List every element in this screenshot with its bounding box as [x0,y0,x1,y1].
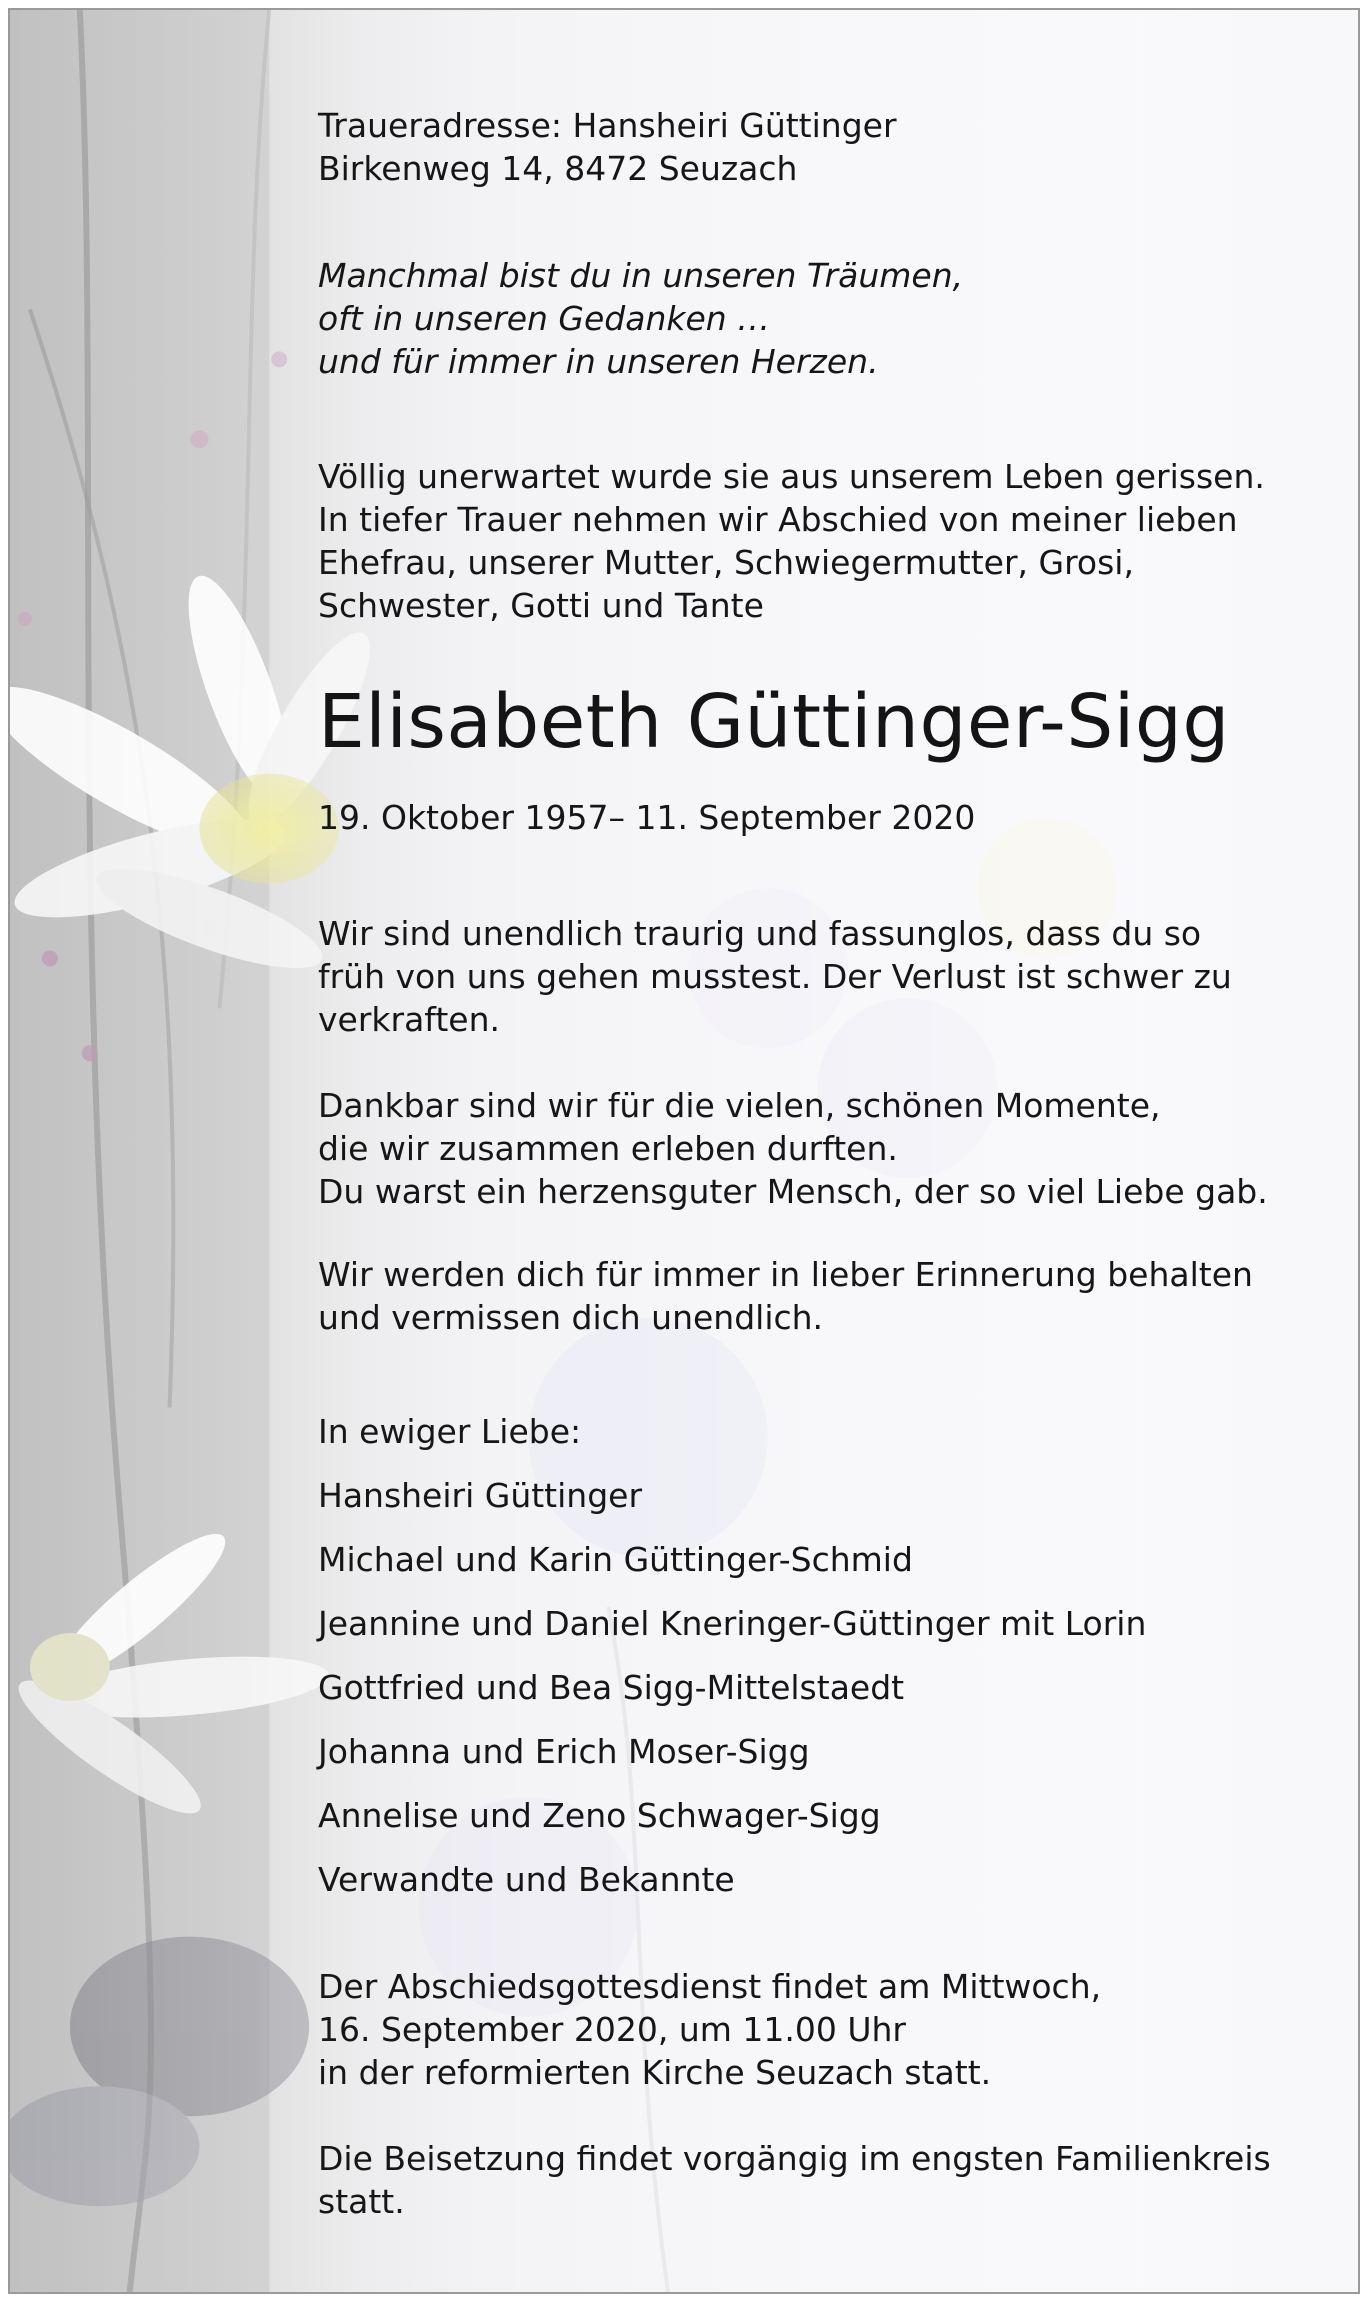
mourners-list [318,1410,1328,1922]
gratitude-line: Dankbar sind wir für die vielen, schönen Momente, [318,1086,1161,1125]
mourning-address [318,104,1328,190]
service-line: in der reformierten Kirche Seuzach statt. [318,2053,992,2092]
mourner-name: Jeannine und Daniel Kneringer-Güttinger mit Lorin [318,1604,1147,1643]
grief-line: Wir sind unendlich traurig und fassunglos, dass du so [318,914,1202,953]
mourner-name: Verwandte und Bekannte [318,1860,735,1899]
obituary-notice [8,8,1360,2294]
mourner-name: Johanna und Erich Moser-Sigg [318,1732,810,1771]
mourner-name: Michael und Karin Güttinger-Schmid [318,1540,913,1579]
life-dates-text: 19. Oktober 1957– 11. September 2020 [318,798,976,837]
life-dates [318,796,1328,839]
mourner-name: Annelise und Zeno Schwager-Sigg [318,1796,881,1835]
intro-line: In tiefer Trauer nehmen wir Abschied von meiner lieben [318,500,1238,539]
mourner-name: Gottfried und Bea Sigg-Mittelstaedt [318,1668,905,1707]
intro-line: Völlig unerwartet wurde sie aus unserem Leben gerissen. [318,457,1265,496]
mourner-name: Hansheiri Güttinger [318,1476,643,1515]
gratitude-paragraph [318,1084,1328,1213]
poem-line: Manchmal bist du in unseren Träumen, [318,256,964,295]
service-line: Der Abschiedsgottesdienst findet am Mittwoch, [318,1967,1102,2006]
remembrance-paragraph [318,1253,1328,1339]
service-line: 16. September 2020, um 11.00 Uhr [318,2010,906,2049]
address-line: Traueradresse: Hansheiri Güttinger [318,106,897,145]
deceased-name: Elisabeth Güttinger-Sigg [318,679,1230,765]
service-paragraph [318,1965,1328,2094]
mourners-heading: In ewiger Liebe: [318,1412,582,1451]
grief-line: verkraften. [318,1000,500,1039]
grief-line: früh von uns gehen musstest. Der Verlust ist schwer zu [318,957,1232,996]
burial-line: statt. [318,2182,405,2221]
burial-paragraph [318,2137,1328,2223]
poem [318,254,1328,383]
address-line: Birkenweg 14, 8472 Seuzach [318,149,798,188]
remembrance-line: und vermissen dich unendlich. [318,1298,824,1337]
poem-line: und für immer in unseren Herzen. [318,342,879,381]
burial-line: Die Beisetzung findet vorgängig im engsten Familienkreis [318,2139,1271,2178]
gratitude-line: Du warst ein herzensguter Mensch, der so viel Liebe gab. [318,1172,1268,1211]
poem-line: oft in unseren Gedanken … [318,299,771,338]
intro-line: Ehefrau, unserer Mutter, Schwiegermutter, Grosi, [318,543,1134,582]
remembrance-line: Wir werden dich für immer in lieber Erinnerung behalten [318,1255,1253,1294]
gratitude-line: die wir zusammen erleben durften. [318,1129,898,1168]
intro-line: Schwester, Gotti und Tante [318,586,764,625]
grief-paragraph [318,912,1328,1041]
intro-paragraph [318,455,1328,627]
